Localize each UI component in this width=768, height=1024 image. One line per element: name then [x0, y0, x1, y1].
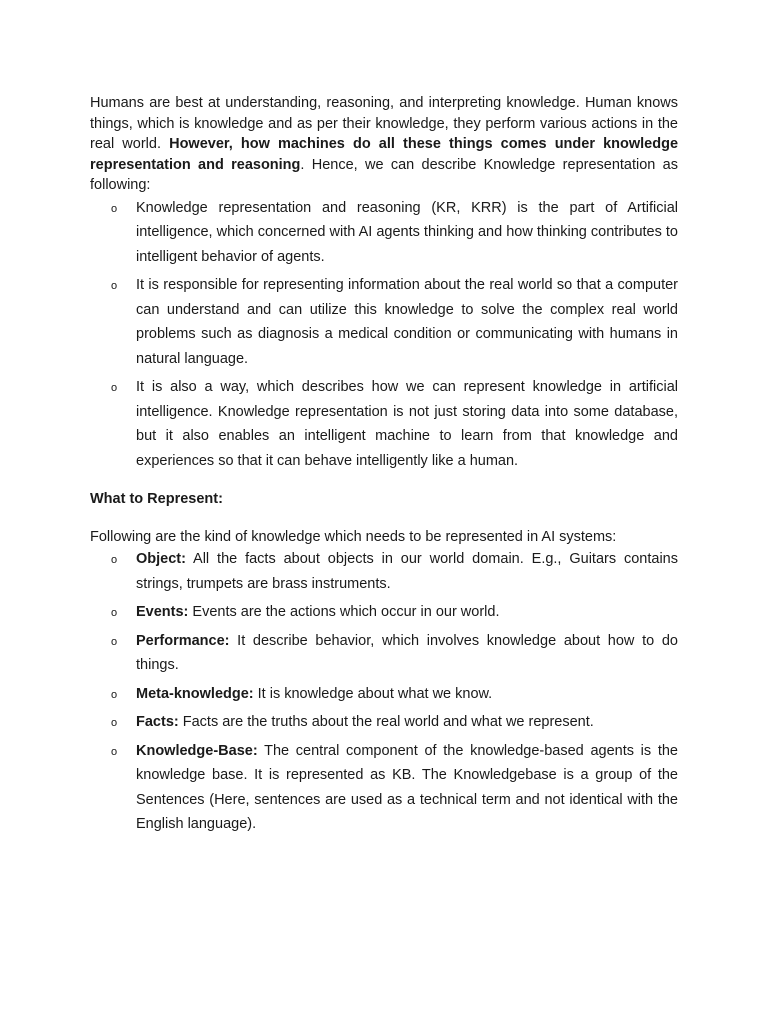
list-item-text: It is also a way, which describes how we can represent knowledge in artificial intelligence. Knowledge representation is not just storing data into some database, but it also enables an intelligent machine to learn from that knowledge and experiences so that it can behave intelligently like a human.	[136, 379, 678, 469]
list-item-text: Facts are the truths about the real world and what we represent.	[178, 714, 594, 730]
list-item	[90, 196, 678, 270]
knowledge-kinds-list	[90, 547, 678, 837]
bullet-marker: o	[111, 688, 118, 701]
list-item-term: Object:	[136, 551, 186, 567]
list-item-term: Facts:	[136, 714, 179, 730]
list-item-term: Events:	[136, 604, 189, 620]
intro-paragraph	[90, 93, 678, 196]
intro-bold-text: However, how machines do all these things comes under knowledge representation and reasoning	[90, 136, 679, 173]
list-item-term: Performance:	[136, 632, 230, 649]
bullet-marker: o	[111, 635, 118, 648]
bullet-marker: o	[111, 745, 118, 758]
list-item	[90, 682, 678, 707]
list-item-text: The central component of the knowledge-based agents is the knowledge base. It is represented as KB. The Knowledgebase is a group of the Sentences (Here, sentences are used as a technical term and not identical with the English language).	[136, 742, 678, 832]
bullet-marker: o	[111, 202, 118, 215]
list-item-term: Meta-knowledge:	[136, 685, 254, 702]
list-item-text: Events are the actions which occur in our world.	[188, 604, 500, 620]
bullet-marker: o	[111, 280, 118, 292]
list-item	[90, 600, 678, 625]
list-item	[90, 273, 678, 371]
list-item-text: It is knowledge about what we know.	[253, 685, 493, 702]
bullet-marker: o	[111, 554, 118, 566]
list-item-term: Knowledge-Base:	[136, 742, 258, 759]
bullet-marker: o	[111, 607, 118, 619]
list-item-text: Knowledge representation and reasoning (KR, KRR) is the part of Artificial intelligence, which concerned with AI agents thinking and how thinking contributes to intelligent behavior of agents.	[136, 199, 678, 265]
section-intro-paragraph: Following are the kind of knowledge which needs to be represented in AI systems:	[90, 529, 617, 545]
list-item	[90, 629, 678, 678]
intro-text-part1: Humans are best at understanding, reasoning, and interpreting knowledge. Human knows things, which is knowledge and as per their knowledge, they perform various actions in the real world.	[90, 95, 678, 152]
list-item	[90, 547, 678, 596]
intro-text-part2: . Hence, we can describe Knowledge representation as following:	[90, 156, 678, 193]
list-item-text: It is responsible for representing information about the real world so that a computer can understand and can utilize this knowledge to solve the complex real world problems such as diagnosis a medical condition or communicating with humans in natural language.	[136, 277, 678, 367]
list-item	[90, 375, 678, 473]
intro-bullet-list	[90, 196, 678, 474]
list-item-text: It describe behavior, which involves knowledge about how to do things.	[136, 632, 678, 673]
list-item	[90, 710, 678, 735]
list-item	[90, 739, 678, 837]
section-heading: What to Represent:	[90, 491, 223, 507]
bullet-marker: o	[111, 382, 118, 394]
bullet-marker: o	[111, 717, 118, 729]
list-item-text: All the facts about objects in our world domain. E.g., Guitars contains strings, trumpets are brass instruments.	[136, 551, 678, 592]
